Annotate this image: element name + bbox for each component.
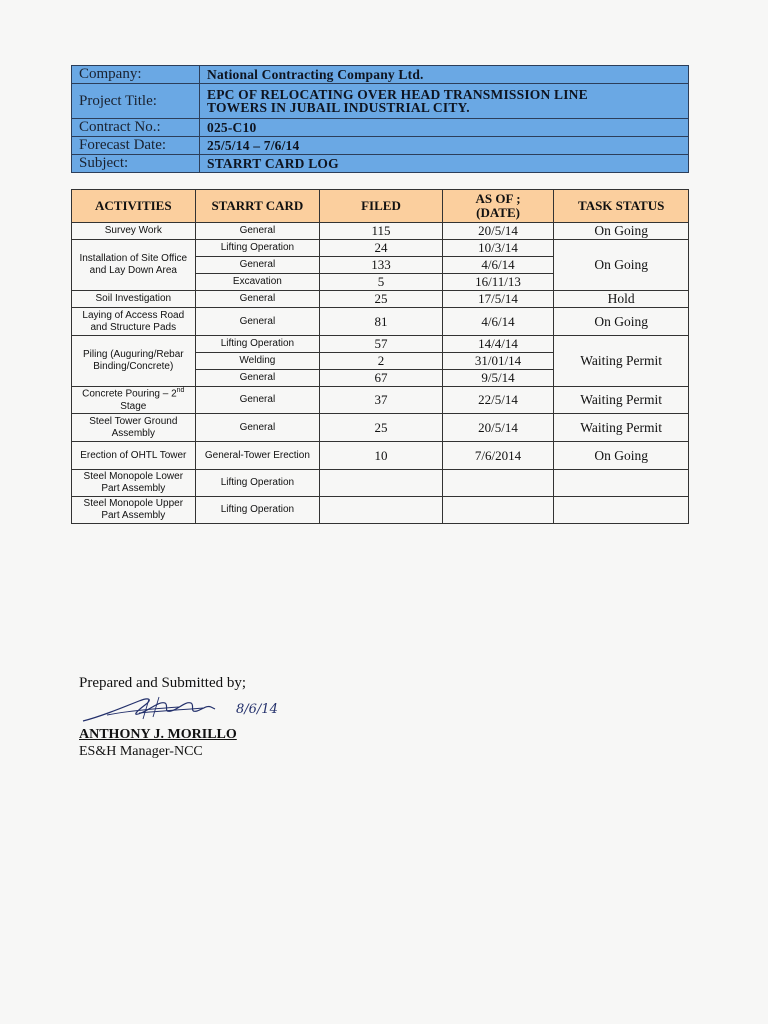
forecast-date-value: 25/5/14 – 7/6/14	[200, 137, 689, 155]
date-cell: 31/01/14	[442, 353, 554, 370]
status-cell: Hold	[554, 291, 689, 308]
header-filed: FILED	[320, 190, 443, 223]
table-row	[72, 223, 689, 240]
activity-cell: Soil Investigation	[72, 291, 196, 308]
company-label: Company:	[72, 66, 200, 84]
starrt-card-log-table	[71, 189, 689, 524]
filed-cell: 10	[320, 442, 443, 470]
activity-cell: Steel Tower Ground Assembly	[72, 414, 196, 442]
card-cell: General	[195, 370, 320, 387]
header-activities: ACTIVITIES	[72, 190, 196, 223]
table-row	[72, 308, 689, 336]
card-cell: General-Tower Erection	[195, 442, 320, 470]
forecast-date-label: Forecast Date:	[72, 137, 200, 155]
date-cell: 10/3/14	[442, 240, 554, 257]
status-cell: On Going	[554, 442, 689, 470]
activity-superscript: nd	[176, 387, 185, 395]
filed-cell	[320, 497, 443, 524]
activity-cell: Steel Monopole Upper Part Assembly	[72, 497, 196, 524]
filed-cell: 81	[320, 308, 443, 336]
card-cell: Welding	[195, 353, 320, 370]
table-row	[72, 414, 689, 442]
signer-name: ANTHONY J. MORILLO	[79, 727, 237, 742]
table-row	[72, 291, 689, 308]
date-cell: 17/5/14	[442, 291, 554, 308]
status-cell	[554, 470, 689, 497]
project-title-line2: TOWERS IN JUBAIL INDUSTRIAL CITY.	[207, 100, 470, 115]
project-title-label: Project Title:	[72, 84, 200, 119]
date-cell: 7/6/2014	[442, 442, 554, 470]
filed-cell: 37	[320, 387, 443, 414]
contract-label: Contract No.:	[72, 119, 200, 137]
date-cell: 20/5/14	[442, 414, 554, 442]
project-info-table	[71, 65, 689, 173]
activity-text-suffix: Stage	[120, 400, 147, 412]
filed-cell	[320, 470, 443, 497]
header-as-of-line2: (DATE)	[476, 205, 520, 220]
activity-cell: Erection of OHTL Tower	[72, 442, 196, 470]
table-row	[72, 497, 689, 524]
card-cell: General	[195, 291, 320, 308]
card-cell: Lifting Operation	[195, 470, 320, 497]
card-cell: General	[195, 257, 320, 274]
date-cell: 14/4/14	[442, 336, 554, 353]
date-cell: 22/5/14	[442, 387, 554, 414]
status-cell	[554, 497, 689, 524]
filed-cell: 2	[320, 353, 443, 370]
contract-value: 025-C10	[200, 119, 689, 137]
header-task-status: TASK STATUS	[554, 190, 689, 223]
status-cell: Waiting Permit	[554, 387, 689, 414]
project-title-value	[200, 84, 689, 119]
table-row	[72, 240, 689, 257]
card-cell: Lifting Operation	[195, 336, 320, 353]
date-cell: 4/6/14	[442, 257, 554, 274]
date-cell: 16/11/13	[442, 274, 554, 291]
filed-cell: 133	[320, 257, 443, 274]
date-cell: 4/6/14	[442, 308, 554, 336]
filed-cell: 25	[320, 414, 443, 442]
card-cell: General	[195, 414, 320, 442]
card-cell: General	[195, 387, 320, 414]
table-row	[72, 442, 689, 470]
table-row	[72, 336, 689, 353]
activity-text: Concrete Pouring – 2	[82, 388, 177, 400]
card-cell: General	[195, 308, 320, 336]
subject-value: STARRT CARD LOG	[200, 155, 689, 173]
table-row	[72, 470, 689, 497]
date-cell: 20/5/14	[442, 223, 554, 240]
header-starrt-card: STARRT CARD	[195, 190, 320, 223]
card-cell: General	[195, 223, 320, 240]
date-cell	[442, 470, 554, 497]
activity-cell: Survey Work	[72, 223, 196, 240]
header-as-of	[442, 190, 554, 223]
activity-cell: Piling (Auguring/Rebar Binding/Concrete)	[72, 336, 196, 387]
filed-cell: 25	[320, 291, 443, 308]
filed-cell: 67	[320, 370, 443, 387]
activity-cell: Laying of Access Road and Structure Pads	[72, 308, 196, 336]
date-cell	[442, 497, 554, 524]
status-cell: Waiting Permit	[554, 414, 689, 442]
subject-label: Subject:	[72, 155, 200, 173]
table-header-row	[72, 190, 689, 223]
status-cell: On Going	[554, 240, 689, 291]
activity-cell	[72, 387, 196, 414]
status-cell: On Going	[554, 223, 689, 240]
prepared-by-text: Prepared and Submitted by;	[79, 675, 247, 691]
filed-cell: 24	[320, 240, 443, 257]
signature-date: 8/6/14	[236, 702, 278, 717]
filed-cell: 57	[320, 336, 443, 353]
filed-cell: 5	[320, 274, 443, 291]
card-cell: Lifting Operation	[195, 497, 320, 524]
card-cell: Excavation	[195, 274, 320, 291]
card-cell: Lifting Operation	[195, 240, 320, 257]
activity-cell: Steel Monopole Lower Part Assembly	[72, 470, 196, 497]
handwritten-signature	[79, 691, 299, 727]
table-row	[72, 387, 689, 414]
filed-cell: 115	[320, 223, 443, 240]
activity-cell: Installation of Site Office and Lay Down Area	[72, 240, 196, 291]
header-as-of-line1: AS OF ;	[475, 191, 521, 207]
project-title-line1: EPC OF RELOCATING OVER HEAD TRANSMISSION LINE	[207, 86, 588, 102]
company-value: National Contracting Company Ltd.	[200, 66, 689, 84]
date-cell: 9/5/14	[442, 370, 554, 387]
signer-role: ES&H Manager-NCC	[79, 744, 203, 759]
status-cell: Waiting Permit	[554, 336, 689, 387]
status-cell: On Going	[554, 308, 689, 336]
